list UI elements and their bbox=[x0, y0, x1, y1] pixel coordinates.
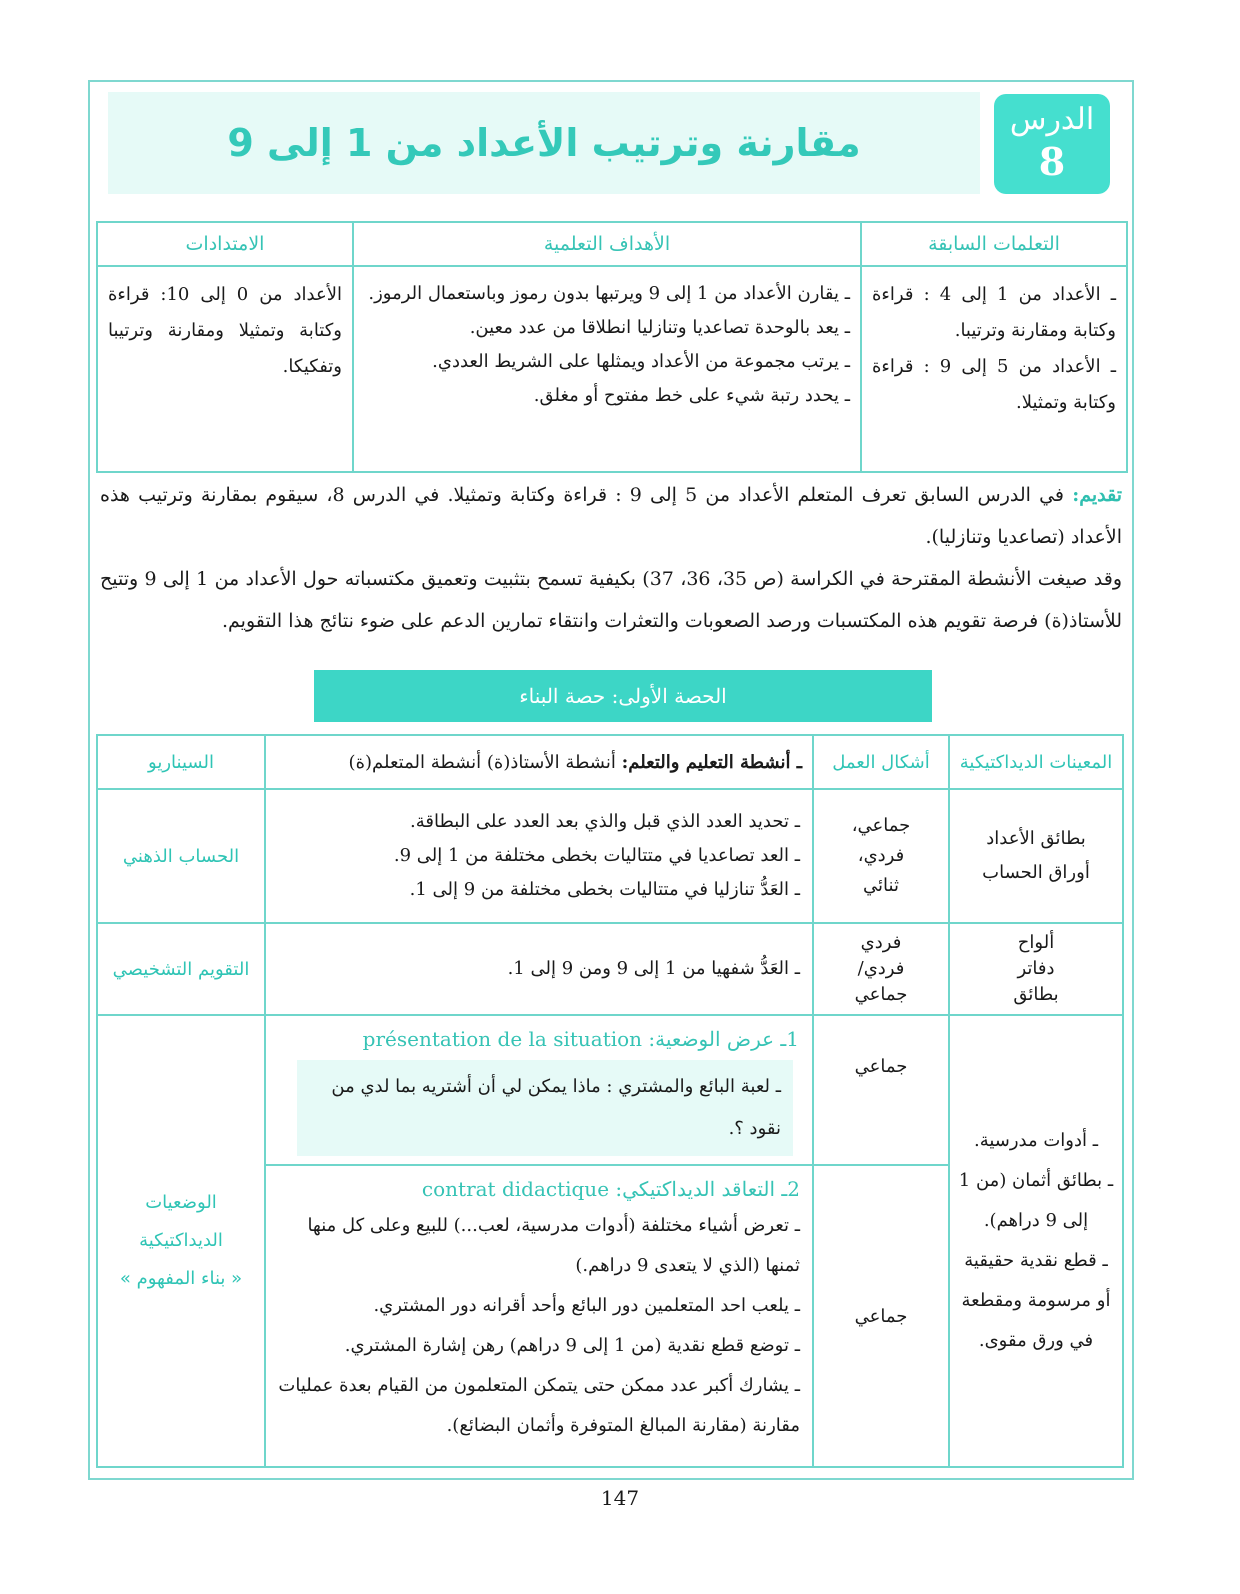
activity-item: ـ العَدُّ شفهيا من 1 إلى 9 ومن 9 إلى 1. bbox=[507, 958, 800, 979]
header-prior: التعلمات السابقة bbox=[861, 222, 1127, 266]
work-cell bbox=[813, 923, 949, 1015]
part-2-title: 2ـ التعاقد الديداكتيكي: contrat didactique bbox=[421, 1177, 800, 1201]
header-aids: المعينات الديداكتيكية bbox=[949, 735, 1123, 789]
work-item: جماعي، bbox=[851, 815, 911, 836]
extensions-cell: الأعداد من 0 إلى 10: قراءة وكتابة وتمثيلا ومقارنة وترتيبا وتفكيكا. bbox=[97, 266, 353, 472]
aid-item: أوراق الحساب bbox=[982, 862, 1090, 883]
session-label: الحصة الأولى: حصة البناء bbox=[519, 684, 727, 708]
work-item: فردي، bbox=[857, 845, 905, 866]
scenario-line: الديداكتيكية bbox=[139, 1230, 223, 1251]
activities-cell bbox=[265, 923, 813, 1015]
goal-item: ـ يحدد رتبة شيء على خط مفتوح أو مغلق. bbox=[533, 385, 850, 406]
work-item: ثنائي bbox=[863, 875, 899, 896]
title-band bbox=[108, 92, 980, 194]
activity-item: ـ يلعب احد المتعلمين دور البائع وأحد أقرانه دور المشتري. bbox=[373, 1295, 800, 1316]
aid-item: ألواح bbox=[1017, 932, 1055, 953]
goal-item: ـ يقارن الأعداد من 1 إلى 9 ويرتبها بدون رموز وباستعمال الرموز. bbox=[368, 283, 850, 304]
aid-item: بطائق الأعداد bbox=[986, 828, 1086, 849]
prior-item: ـ الأعداد من 1 إلى 4 : قراءة وكتابة ومقارنة وترتيبا. bbox=[872, 284, 1116, 341]
aids-cell bbox=[949, 923, 1123, 1015]
header-work: أشكال العمل bbox=[813, 735, 949, 789]
work-item: فردي/ bbox=[857, 958, 905, 979]
work-item: فردي bbox=[860, 932, 902, 953]
header-scenario: السيناريو bbox=[97, 735, 265, 789]
aid-item: ـ أدوات مدرسية. bbox=[973, 1130, 1099, 1151]
lesson-number: 8 bbox=[1038, 139, 1066, 184]
work-item: جماعي bbox=[854, 984, 908, 1005]
intro-paragraph-2: وقد صيغت الأنشطة المقترحة في الكراسة (ص 35، 36، 37) بكيفية تسمح بتثبيت وتعميق مكتسباته حول الأعداد من 1 إلى 9 وتتيح للأستاذ(ة) فرصة تقويم هذه المكتسبات ورصد الصعوبات والتعثرات وانتقاء تمارين الدعم على ضوء نتائج هذا التقويم. bbox=[100, 568, 1122, 632]
overview-table bbox=[96, 221, 1128, 473]
header-activities-bold: ـ أنشطة التعليم والتعلم: bbox=[621, 751, 802, 773]
activity-item: ـ توضع قطع نقدية (من 1 إلى 9 دراهم) رهن إشارة المشتري. bbox=[344, 1335, 800, 1356]
work-cell: جماعي bbox=[813, 1165, 949, 1467]
goal-item: ـ يرتب مجموعة من الأعداد ويمثلها على الشريط العددي. bbox=[432, 351, 850, 372]
header-activities-rest: أنشطة الأستاذ(ة) أنشطة المتعلم(ة) bbox=[348, 751, 622, 773]
session-banner bbox=[314, 670, 932, 722]
header-extensions: الامتدادات bbox=[97, 222, 353, 266]
page-number: 147 bbox=[600, 1486, 640, 1510]
part-1-box: ـ لعبة البائع والمشتري : ماذا يمكن لي أن أشتريه بما لدي من نقود ؟. bbox=[297, 1060, 793, 1156]
lesson-label: الدرس bbox=[1009, 102, 1095, 137]
activity-item: ـ العَدُّ تنازليا في متتاليات بخطى مختلفة من 9 إلى 1. bbox=[409, 879, 800, 900]
goal-item: ـ يعد بالوحدة تصاعديا وتنازليا انطلاقا من عدد معين. bbox=[469, 317, 850, 338]
scenario-line: الوضعيات bbox=[145, 1192, 217, 1213]
introduction bbox=[100, 474, 1122, 642]
header-activities bbox=[265, 735, 813, 789]
lesson-plan-table bbox=[96, 734, 1124, 1468]
situation-part-2 bbox=[265, 1165, 813, 1467]
scenario-cell: الحساب الذهني bbox=[97, 789, 265, 923]
prior-learning-cell bbox=[861, 266, 1127, 472]
scenario-cell: التقويم التشخيصي bbox=[97, 923, 265, 1015]
aid-item: بطائق bbox=[1013, 984, 1059, 1005]
aid-item: ـ بطائق أثمان (من 1 إلى 9 دراهم). bbox=[958, 1170, 1114, 1231]
lesson-badge bbox=[994, 94, 1110, 194]
work-cell bbox=[813, 789, 949, 923]
prior-item: ـ الأعداد من 5 إلى 9 : قراءة وكتابة وتمثيلا. bbox=[872, 356, 1116, 413]
activity-item: ـ يشارك أكبر عدد ممكن حتى يتمكن المتعلمون من القيام بعدة عمليات مقارنة (مقارنة المبالغ المتوفرة وأثمان البضائع). bbox=[278, 1375, 800, 1436]
lesson-title: مقارنة وترتيب الأعداد من 1 إلى 9 bbox=[227, 121, 861, 165]
activity-item: ـ تعرض أشياء مختلفة (أدوات مدرسية، لعب...) للبيع وعلى كل منها ثمنها (الذي لا يتعدى 9 دراهم.) bbox=[307, 1215, 800, 1276]
scenario-cell bbox=[97, 1015, 265, 1467]
intro-paragraph-1: في الدرس السابق تعرف المتعلم الأعداد من 5 إلى 9 : قراءة وكتابة وتمثيلا. في الدرس 8، سيقوم بمقارنة وترتيب هذه الأعداد (تصاعديا وتنازليا). bbox=[100, 484, 1122, 548]
goals-cell bbox=[353, 266, 861, 472]
activity-item: ـ العد تصاعديا في متتاليات بخطى مختلفة من 1 إلى 9. bbox=[393, 845, 800, 866]
aids-cell bbox=[949, 1015, 1123, 1467]
aid-item: ـ قطع نقدية حقيقية أو مرسومة ومقطعة في ورق مقوى. bbox=[961, 1250, 1111, 1351]
aids-cell bbox=[949, 789, 1123, 923]
header-goals: الأهداف التعلمية bbox=[353, 222, 861, 266]
activities-cell bbox=[265, 789, 813, 923]
work-cell: جماعي bbox=[813, 1015, 949, 1165]
aid-item: دفاتر bbox=[1017, 958, 1055, 979]
situation-part-1 bbox=[265, 1015, 813, 1165]
intro-lead: تقديم: bbox=[1072, 484, 1123, 506]
scenario-line: « بناء المفهوم » bbox=[119, 1268, 243, 1289]
activity-item: ـ تحديد العدد الذي قبل والذي بعد العدد على البطاقة. bbox=[410, 811, 800, 832]
part-1-title: 1ـ عرض الوضعية: présentation de la situation bbox=[362, 1027, 799, 1051]
